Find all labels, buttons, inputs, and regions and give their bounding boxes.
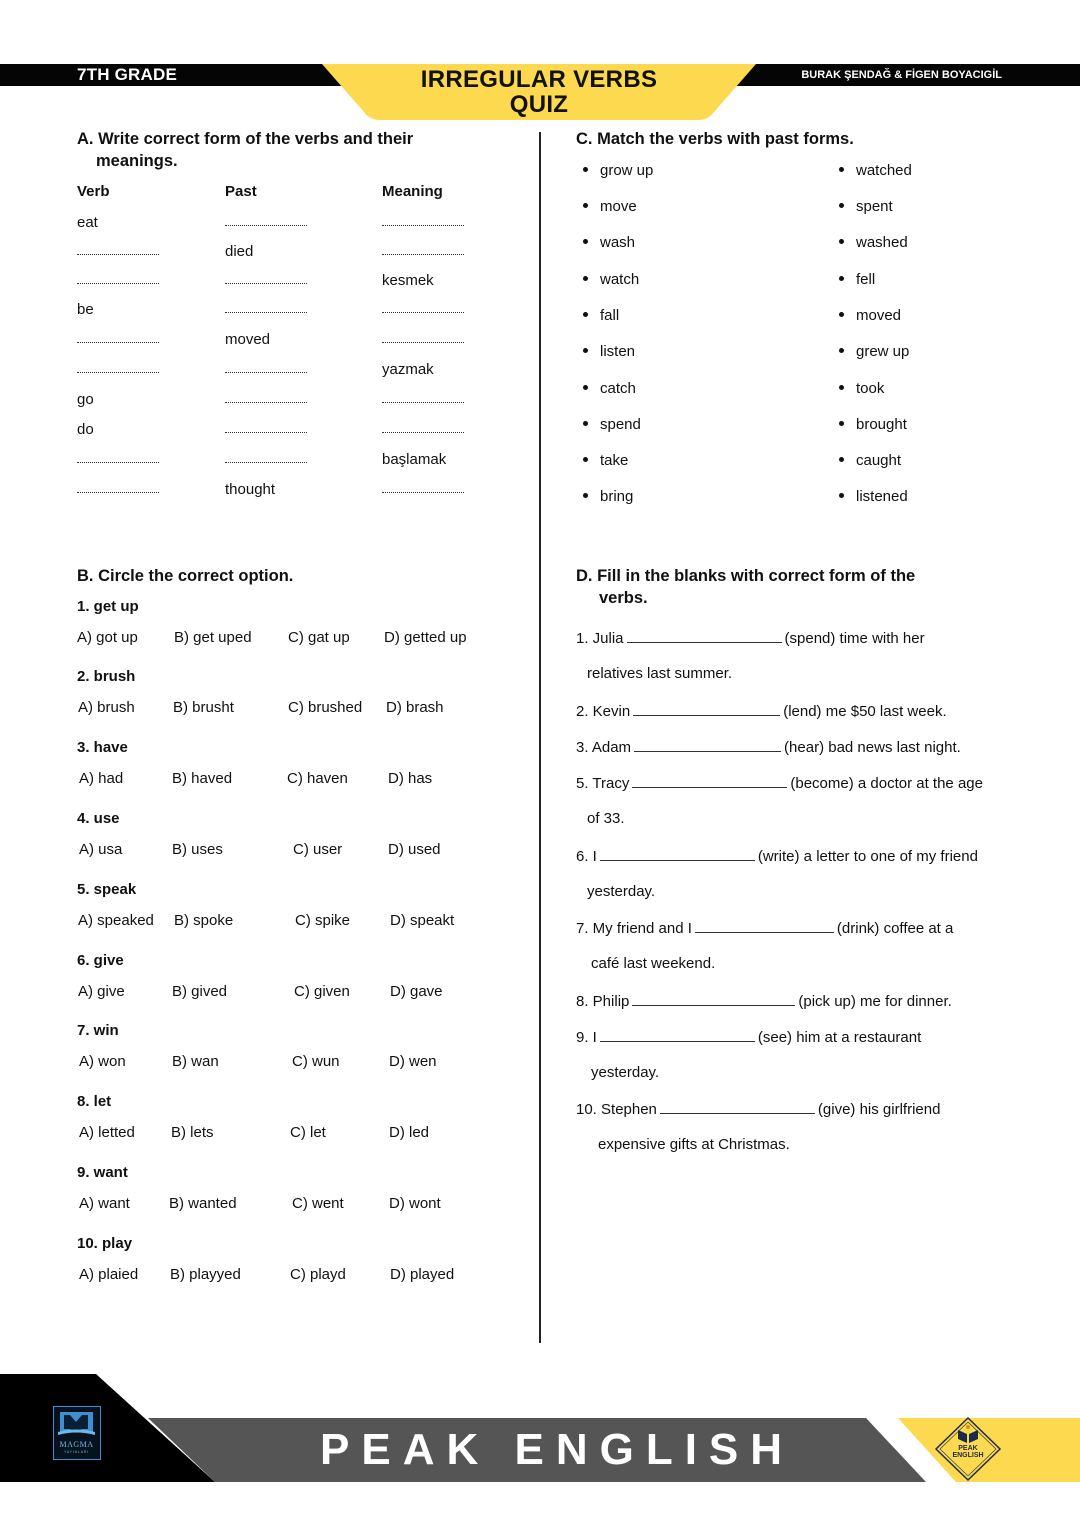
cell-past: moved	[225, 331, 271, 348]
answer-blank-input[interactable]	[632, 774, 787, 788]
magma-logo-text: MAGMA	[59, 1440, 94, 1449]
peak-english-badge	[934, 1416, 1002, 1482]
answer-option[interactable]: C) user	[293, 841, 343, 858]
blank-meaning-input[interactable]	[382, 491, 464, 493]
match-past-text: listened	[856, 488, 908, 505]
blank-meaning-input[interactable]	[382, 341, 464, 343]
question-label: 10. play	[77, 1235, 133, 1252]
match-past-text: spent	[856, 198, 893, 215]
section-b-title: B. Circle the correct option.	[77, 567, 294, 585]
answer-blank-input[interactable]	[600, 1028, 755, 1042]
sentence-end: (give) his girlfriend	[817, 1101, 941, 1118]
page-title	[322, 67, 756, 117]
answer-option[interactable]: D) wen	[389, 1053, 437, 1070]
sentence-start: 7. My friend and I	[576, 920, 692, 937]
answer-option[interactable]: B) playyed	[170, 1266, 241, 1283]
question-label: 1. get up	[77, 598, 139, 615]
sentence-end: (spend) time with her	[784, 630, 925, 647]
section-a-title: A. Write correct form of the verbs and their meanings.	[77, 130, 414, 170]
match-past-text: grew up	[856, 343, 910, 360]
sentence-end: (see) him at a restaurant	[757, 1029, 922, 1046]
answer-blank-input[interactable]	[627, 629, 782, 643]
answer-option[interactable]: C) given	[294, 983, 350, 1000]
answer-option[interactable]: C) went	[292, 1195, 344, 1212]
bullet-icon	[839, 493, 844, 498]
match-verb-text: catch	[600, 380, 636, 397]
blank-past-input[interactable]	[225, 401, 307, 403]
grade-label: 7TH GRADE	[77, 65, 178, 84]
answer-option[interactable]: C) playd	[290, 1266, 346, 1283]
bullet-icon	[583, 348, 588, 353]
match-verb-text: fall	[600, 307, 620, 324]
column-header-verb: Verb	[77, 183, 110, 200]
match-past-item[interactable]	[839, 416, 907, 434]
match-past-item[interactable]	[839, 343, 909, 361]
match-verb-item[interactable]	[583, 271, 639, 289]
match-verb-text: spend	[600, 416, 641, 433]
match-verb-text: move	[600, 198, 637, 215]
sentence-continuation: relatives last summer.	[587, 665, 733, 682]
blank-verb-input[interactable]	[77, 461, 159, 463]
answer-option[interactable]: D) gave	[390, 983, 443, 1000]
answer-option[interactable]: C) spike	[295, 912, 351, 929]
cell-meaning: yazmak	[382, 361, 434, 378]
answer-option[interactable]: D) has	[388, 770, 433, 787]
question-label: 5. speak	[77, 881, 137, 898]
answer-option[interactable]: A) speaked	[78, 912, 154, 929]
answer-blank-input[interactable]	[633, 702, 780, 716]
bullet-icon	[583, 276, 588, 281]
match-past-item[interactable]	[839, 234, 908, 252]
sentence-end: (pick up) me for dinner.	[798, 993, 952, 1010]
bullet-icon	[583, 385, 588, 390]
match-past-item[interactable]	[839, 380, 884, 398]
match-past-text: fell	[856, 271, 876, 288]
match-verb-item[interactable]	[583, 307, 619, 325]
cell-past: died	[225, 243, 254, 260]
answer-option[interactable]: B) lets	[171, 1124, 214, 1141]
bullet-icon	[839, 203, 844, 208]
fill-blank-sentence	[576, 738, 961, 757]
bullet-icon	[583, 167, 588, 172]
answer-option[interactable]: D) led	[389, 1124, 430, 1141]
blank-meaning-input[interactable]	[382, 311, 464, 313]
bullet-icon	[583, 203, 588, 208]
match-past-text: watched	[856, 162, 912, 179]
match-verb-text: grow up	[600, 162, 654, 179]
match-past-item[interactable]	[839, 198, 893, 216]
answer-option[interactable]: B) wan	[172, 1053, 219, 1070]
question-label: 3. have	[77, 739, 128, 756]
answer-option[interactable]: D) brash	[386, 699, 444, 716]
match-past-text: brought	[856, 416, 907, 433]
blank-past-input[interactable]	[225, 282, 307, 284]
answer-blank-input[interactable]	[695, 919, 834, 933]
match-past-item[interactable]	[839, 162, 912, 180]
answer-option[interactable]: C) haven	[287, 770, 348, 787]
fill-blank-sentence	[576, 629, 925, 648]
answer-option[interactable]: A) got up	[77, 629, 138, 646]
match-verb-item[interactable]	[583, 488, 633, 506]
fill-blank-sentence	[576, 847, 978, 866]
fill-blank-sentence	[576, 1028, 921, 1047]
column-divider	[539, 132, 541, 1343]
match-verb-item[interactable]	[583, 234, 635, 252]
sentence-start: 5. Tracy	[576, 775, 630, 792]
cell-verb: eat	[77, 214, 98, 231]
sentence-start: 8. Philip	[576, 993, 630, 1010]
answer-option[interactable]: D) getted up	[384, 629, 467, 646]
sentence-continuation: yesterday.	[591, 1064, 660, 1081]
cell-verb: go	[77, 391, 94, 408]
cell-verb: be	[77, 301, 94, 318]
match-verb-item[interactable]	[583, 452, 628, 470]
bullet-icon	[839, 348, 844, 353]
match-verb-text: wash	[600, 234, 636, 251]
answer-blank-input[interactable]	[660, 1100, 815, 1114]
bullet-icon	[583, 239, 588, 244]
bullet-icon	[839, 421, 844, 426]
match-past-text: moved	[856, 307, 902, 324]
answer-option[interactable]: A) had	[79, 770, 124, 787]
column-header-meaning: Meaning	[382, 183, 443, 200]
answer-option[interactable]: B) brusht	[173, 699, 234, 716]
question-label: 4. use	[77, 810, 120, 827]
match-past-item[interactable]	[839, 452, 901, 470]
blank-meaning-input[interactable]	[382, 224, 464, 226]
sentence-end: (become) a doctor at the age	[790, 775, 983, 792]
match-verb-text: bring	[600, 488, 634, 505]
answer-option[interactable]: B) wanted	[169, 1195, 237, 1212]
bullet-icon	[583, 493, 588, 498]
match-verb-item[interactable]	[583, 162, 653, 180]
bullet-icon	[839, 457, 844, 462]
match-past-item[interactable]	[839, 488, 908, 506]
blank-verb-input[interactable]	[77, 253, 159, 255]
sentence-start: 1. Julia	[576, 630, 624, 647]
question-label: 8. let	[77, 1093, 112, 1110]
blank-verb-input[interactable]	[77, 341, 159, 343]
book-icon	[54, 1407, 99, 1439]
section-c-title: C. Match the verbs with past forms.	[576, 130, 854, 148]
title-line-1: IRREGULAR VERBS	[420, 66, 658, 93]
sentence-start: 10. Stephen	[576, 1101, 657, 1118]
match-verb-text: take	[600, 452, 629, 469]
answer-option[interactable]: C) gat up	[288, 629, 350, 646]
answer-blank-input[interactable]	[634, 738, 781, 752]
bullet-icon	[839, 276, 844, 281]
cell-meaning: başlamak	[382, 451, 447, 468]
fill-blank-sentence	[576, 774, 983, 793]
bullet-icon	[583, 457, 588, 462]
title-banner	[322, 64, 756, 120]
match-verb-item[interactable]	[583, 343, 635, 361]
fill-blank-sentence	[576, 1100, 940, 1119]
answer-blank-input[interactable]	[600, 847, 755, 861]
title-line-2: QUIZ	[509, 91, 569, 118]
question-label: 6. give	[77, 952, 124, 969]
answer-option[interactable]: C) let	[290, 1124, 326, 1141]
answer-option[interactable]: D) used	[388, 841, 441, 858]
blank-verb-input[interactable]	[77, 371, 159, 373]
answer-option[interactable]: B) get uped	[174, 629, 252, 646]
answer-option[interactable]: A) want	[79, 1195, 130, 1212]
bullet-icon	[583, 421, 588, 426]
blank-meaning-input[interactable]	[382, 401, 464, 403]
answer-option[interactable]: A) usa	[79, 841, 123, 858]
fill-blank-sentence	[576, 702, 947, 721]
sentence-continuation: café last weekend.	[591, 955, 716, 972]
cell-meaning: kesmek	[382, 272, 434, 289]
authors-label: BURAK ŞENDAĞ & FİGEN BOYACIGİL	[801, 69, 1002, 81]
question-label: 9. want	[77, 1164, 128, 1181]
answer-option[interactable]: A) plaied	[79, 1266, 139, 1283]
answer-option[interactable]: B) gived	[172, 983, 228, 1000]
cell-past: thought	[225, 481, 276, 498]
fill-blank-sentence	[576, 992, 952, 1011]
match-verb-text: watch	[600, 271, 640, 288]
match-past-item[interactable]	[839, 271, 875, 289]
blank-verb-input[interactable]	[77, 491, 159, 493]
answer-option[interactable]: A) won	[79, 1053, 126, 1070]
column-header-past: Past	[225, 183, 257, 200]
blank-past-input[interactable]	[225, 461, 307, 463]
bullet-icon	[583, 312, 588, 317]
cell-verb: do	[77, 421, 94, 438]
answer-option[interactable]: B) haved	[172, 770, 233, 787]
bullet-icon	[839, 312, 844, 317]
sentence-continuation: expensive gifts at Christmas.	[598, 1136, 790, 1153]
match-verb-text: listen	[600, 343, 636, 360]
answer-blank-input[interactable]	[632, 992, 795, 1006]
blank-past-input[interactable]	[225, 431, 307, 433]
sentence-end: (lend) me $50 last week.	[783, 703, 947, 720]
fill-blank-sentence	[576, 919, 953, 938]
bullet-icon	[839, 167, 844, 172]
match-past-text: took	[856, 380, 885, 397]
match-past-text: washed	[856, 234, 908, 251]
footer-brand: PEAK ENGLISH	[320, 1425, 795, 1474]
blank-meaning-input[interactable]	[382, 431, 464, 433]
section-d-title: D. Fill in the blanks with correct form of the verbs.	[576, 567, 916, 607]
answer-option[interactable]: A) brush	[78, 699, 135, 716]
match-past-text: caught	[856, 452, 902, 469]
blank-past-input[interactable]	[225, 311, 307, 313]
answer-option[interactable]: C) wun	[292, 1053, 340, 1070]
magma-logo-subtext: YAYINLARI	[64, 1450, 89, 1454]
blank-past-input[interactable]	[225, 371, 307, 373]
match-verb-item[interactable]	[583, 416, 641, 434]
blank-past-input[interactable]	[225, 224, 307, 226]
sentence-continuation: of 33.	[587, 810, 625, 827]
match-past-item[interactable]	[839, 307, 901, 325]
match-verb-item[interactable]	[583, 380, 636, 398]
answer-option[interactable]: D) played	[390, 1266, 455, 1283]
match-verb-item[interactable]	[583, 198, 637, 216]
answer-option[interactable]: D) wont	[389, 1195, 441, 1212]
sentence-start: 9. I	[576, 1029, 597, 1046]
answer-option[interactable]: C) brushed	[288, 699, 363, 716]
sentence-end: (drink) coffee at a	[836, 920, 954, 937]
sentence-end: (write) a letter to one of my friend	[757, 848, 978, 865]
blank-meaning-input[interactable]	[382, 253, 464, 255]
answer-option[interactable]: B) spoke	[174, 912, 234, 929]
badge-text: PEAK ENGLISH	[952, 1445, 984, 1459]
sentence-start: 3. Adam	[576, 739, 632, 756]
magma-logo	[53, 1406, 101, 1460]
sentence-start: 6. I	[576, 848, 597, 865]
answer-option[interactable]: D) speakt	[390, 912, 455, 929]
answer-option[interactable]: A) give	[78, 983, 125, 1000]
blank-verb-input[interactable]	[77, 282, 159, 284]
bullet-icon	[839, 385, 844, 390]
sentence-end: (hear) bad news last night.	[784, 739, 961, 756]
answer-option[interactable]: A) letted	[79, 1124, 135, 1141]
sentence-start: 2. Kevin	[576, 703, 631, 720]
bullet-icon	[839, 239, 844, 244]
answer-option[interactable]: B) uses	[172, 841, 223, 858]
question-label: 7. win	[77, 1022, 119, 1039]
question-label: 2. brush	[77, 668, 136, 685]
sentence-continuation: yesterday.	[587, 883, 656, 900]
